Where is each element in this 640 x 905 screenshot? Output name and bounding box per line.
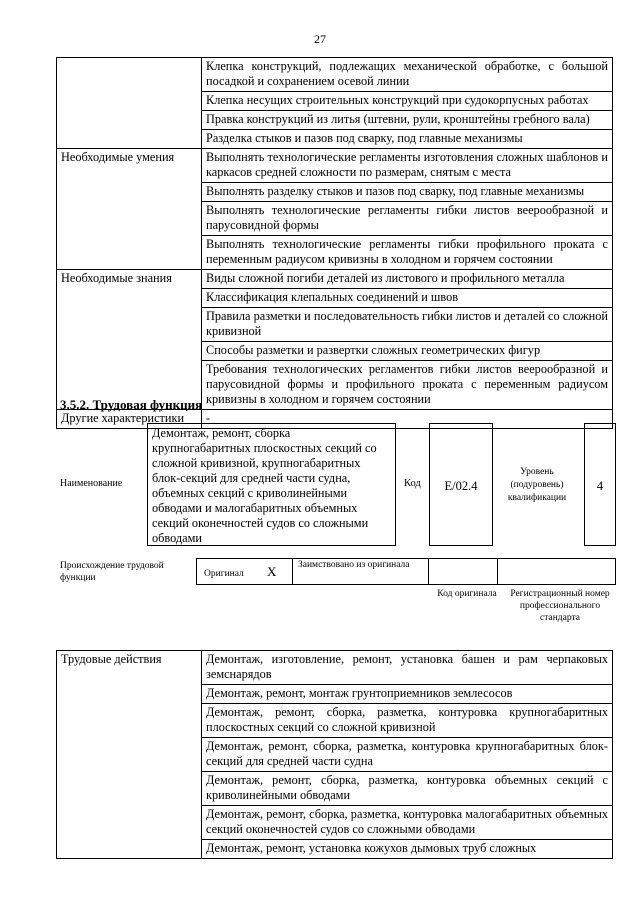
table-cell: Демонтаж, ремонт, сборка, разметка, контуровка малогабаритных объемных секций оконечностей судов со сложными обводами: [202, 806, 613, 840]
original-mark: X: [267, 564, 277, 579]
code-box: [429, 423, 493, 546]
table-cell: Демонтаж, ремонт, установка кожухов дымовых труб сложных: [202, 840, 613, 859]
name-value: Демонтаж, ремонт, сборка крупногабаритных плоскостных секций со сложной кривизной, крупногабаритных блок-секций для средней части судна, объемных секций с криволинейными обводами и малогабаритных объемных секций оконечностей судов со сложными обводами: [147, 423, 396, 546]
original-cell: [196, 558, 293, 585]
borrowed-cell: [292, 558, 429, 585]
section-title: 3.5.2. Трудовая функция: [60, 397, 203, 412]
table-cell: Способы разметки и развертки сложных геометрических фигур: [202, 342, 613, 361]
table-cell: Демонтаж, изготовление, ремонт, установка башен и рам черпаковых земснарядов: [202, 651, 613, 685]
requirements-table: [56, 57, 613, 429]
knowledge-label: Необходимые знания: [57, 270, 202, 410]
actions-label: Трудовые действия: [57, 651, 202, 859]
code-label: Код: [404, 478, 421, 489]
table-cell: Выполнять технологические регламенты гибки профильного проката с переменным радиусом кривизны в холодном и горячем состоянии: [202, 236, 613, 270]
borrowed-label: Заимствовано из оригинала: [298, 560, 410, 570]
table-cell: Выполнять разделку стыков и пазов под сварку, под главные механизмы: [202, 183, 613, 202]
code-origin-cell: [428, 558, 498, 585]
empty-label-cell: [57, 58, 202, 149]
level-box: [584, 423, 616, 546]
code-origin-label: Код оригинала: [437, 589, 497, 599]
level-label: Уровень (подуровень) квалификации: [507, 467, 567, 503]
table-cell: Демонтаж, ремонт, сборка, разметка, контуровка крупногабаритных плоскостных секций со сложной кривизной: [202, 704, 613, 738]
reg-number-cell: [497, 558, 616, 585]
table-cell: Правка конструкций из литья (штевни, рули, кронштейны гребного вала): [202, 111, 613, 130]
table-row: [57, 651, 613, 685]
table-cell: Разделка стыков и пазов под сварку, под главные механизмы: [202, 130, 613, 149]
table-cell: Демонтаж, ремонт, сборка, разметка, контуровка объемных секций с криволинейными обводами: [202, 772, 613, 806]
other-value: -: [202, 410, 613, 429]
skills-label: Необходимые умения: [57, 149, 202, 270]
table-cell: Демонтаж, ремонт, сборка, разметка, контуровка крупногабаритных блок-секций для средней части судна: [202, 738, 613, 772]
table-cell: Классификация клепальных соединений и швов: [202, 289, 613, 308]
page-number: 27: [314, 32, 326, 46]
origin-label: Происхождение трудовой функции: [60, 561, 164, 583]
reg-number-label: Регистрационный номер профессионального стандарта: [510, 589, 610, 623]
actions-table: [56, 650, 613, 859]
original-label: Оригинал: [204, 569, 244, 579]
origin-row: [196, 558, 616, 585]
table-cell: Клепка несущих строительных конструкций при судокорпусных работах: [202, 92, 613, 111]
level-value: 4: [596, 479, 604, 493]
table-cell: Демонтаж, ремонт, монтаж грунтоприемников землесосов: [202, 685, 613, 704]
table-row: [57, 270, 613, 289]
other-label: Другие характеристики: [57, 410, 202, 429]
table-cell: Выполнять технологические регламенты изготовления сложных шаблонов и каркасов средней сложности по размерам, снятым с места: [202, 149, 613, 183]
table-cell: Выполнять технологические регламенты гибки листов веерообразной и парусовидной формы: [202, 202, 613, 236]
table-cell: Требования технологических регламентов гибки листов веерообразной и парусовидной формы и профильного проката с переменным радиусом кривизны в холодном и горячем состоянии: [202, 361, 613, 410]
table-cell: Виды сложной погиби деталей из листового и профильного металла: [202, 270, 613, 289]
name-label: Наименование: [60, 478, 123, 489]
table-row: [57, 149, 613, 183]
table-cell: Клепка конструкций, подлежащих механической обработке, с большой посадкой и сохранением осевой линии: [202, 58, 613, 92]
table-row: [57, 58, 613, 92]
table-cell: Правила разметки и последовательность гибки листов и деталей со сложной кривизной: [202, 308, 613, 342]
code-value: E/02.4: [444, 479, 478, 493]
